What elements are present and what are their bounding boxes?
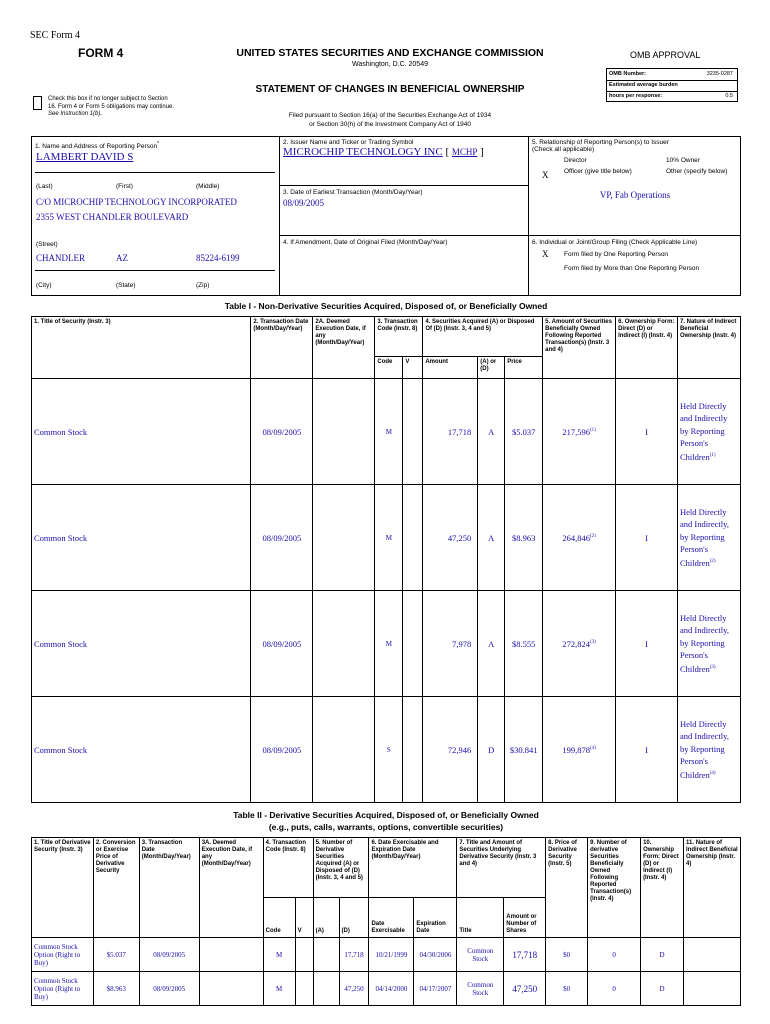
t1-nature-cell [677, 485, 740, 591]
t2-exercisable-cell: 04/14/2000 [369, 972, 414, 1006]
t1-code-cell: M [375, 591, 403, 697]
t1-owned-footnote: (4) [590, 745, 596, 751]
t1-price-cell: $8.555 [505, 591, 543, 697]
t1-aord-cell: D [478, 697, 505, 803]
t2-subheader-a: (A) [313, 898, 339, 938]
t1-nature-footnote: (3) [709, 664, 716, 670]
issuer-line: MICROCHIP TECHNOLOGY INC [ MCHP ] [283, 146, 484, 158]
t2-header-owned: 9. Number of derivative Securities Beneficially Owned Following Reported Transaction(s) (Instr. 4) [588, 838, 641, 938]
first-label: (First) [116, 183, 133, 190]
last-label: (Last) [36, 183, 53, 190]
address-line-2: 2355 WEST CHANDLER BOULEVARD [36, 212, 189, 222]
t1-owned-value: 199,878 [562, 744, 590, 755]
table1-row [32, 697, 741, 803]
t2-nature-cell [684, 972, 741, 1006]
t1-amount-cell: 17,718 [423, 379, 478, 485]
omb-number-value: 3235-0287 [706, 71, 733, 77]
t1-deemed-cell [313, 485, 375, 591]
table1-row [32, 379, 741, 485]
t1-form-cell: I [616, 379, 678, 485]
t1-price-cell: $8.963 [505, 485, 543, 591]
t2-code-cell: M [263, 972, 295, 1006]
t2-underlying-amount-cell: 17,718 [504, 938, 546, 972]
t2-owned-cell: 0 [588, 938, 641, 972]
t2-underlying-amount-cell: 47,250 [504, 972, 546, 1006]
t1-owned-value: 217,596 [562, 426, 590, 437]
statement-title: STATEMENT OF CHANGES IN BENEFICIAL OWNERSHIP [255, 84, 525, 95]
t1-subheader-aord: (A) or (D) [478, 357, 505, 379]
t2-a-cell [313, 972, 339, 1006]
t2-header-price: 2. Conversion or Exercise Price of Derivative Security [93, 838, 139, 938]
issuer-name-link[interactable]: MICROCHIP TECHNOLOGY INC [283, 146, 443, 158]
t1-header-deemed: 2A. Deemed Execution Date, if any (Month/Day/Year) [313, 317, 375, 379]
t2-title-cell: Common Stock Option (Right to Buy) [32, 938, 94, 972]
t1-amount-cell: 72,946 [423, 697, 478, 803]
t2-d-cell: 17,718 [339, 938, 369, 972]
t2-v-cell [295, 938, 313, 972]
t1-title-cell: Common Stock [32, 697, 251, 803]
t2-deemed-cell [199, 938, 263, 972]
t2-nature-cell [684, 938, 741, 972]
checkbox-instructions: Check this box if no longer subject to Section 16. Form 4 or Form 5 obligations may continue. See Instruction 1(b). [48, 96, 175, 117]
t1-nature-footnote: (2) [709, 558, 716, 564]
omb-number-label: OMB Number: [609, 71, 646, 77]
t1-nature-cell [677, 697, 740, 803]
t2-underlying-title-cell: Common Stock [457, 938, 504, 972]
t2-subheader-title: Title [457, 898, 504, 938]
omb-hours-value: 0.5 [725, 93, 733, 99]
t2-deemed-cell [199, 972, 263, 1006]
t1-nature-footnote: (4) [709, 770, 716, 776]
t1-subheader-price: Price [505, 357, 543, 379]
t1-code-cell: S [375, 697, 403, 803]
t2-subheader-d: (D) [339, 898, 369, 938]
form-title: FORM 4 [78, 46, 124, 60]
sec-form-label: SEC Form 4 [30, 30, 81, 41]
t1-title-cell: Common Stock [32, 485, 251, 591]
t2-price-cell: $8.963 [93, 972, 139, 1006]
table1-title: Table I - Non-Derivative Securities Acquired, Disposed of, or Beneficially Owned [224, 301, 548, 311]
t2-header-underlying: 7. Title and Amount of Securities Underlying Derivative Security (Instr. 3 and 4) [457, 838, 546, 898]
t2-header-date: 3. Transaction Date (Month/Day/Year) [139, 838, 199, 938]
t2-date-cell: 08/09/2005 [139, 938, 199, 972]
t1-amount-cell: 7,978 [423, 591, 478, 697]
t2-header-form: 10. Ownership Form: Direct (D) or Indirect (I) (Instr. 4) [641, 838, 684, 938]
t1-owned-cell [543, 591, 616, 697]
t2-header-exercisable: 6. Date Exercisable and Expiration Date (Month/Day/Year) [369, 838, 457, 898]
t1-header-owned: 5. Amount of Securities Beneficially Owned Following Reported Transaction(s) (Instr. 3 and 4) [543, 317, 616, 379]
filing-label: 6. Individual or Joint/Group Filing (Check Applicable Line) [532, 239, 698, 246]
t2-owned-cell: 0 [588, 972, 641, 1006]
t1-owned-footnote: (3) [590, 639, 596, 645]
t2-d-cell: 47,250 [339, 972, 369, 1006]
table1-row [32, 485, 741, 591]
t2-header-deemed: 3A. Deemed Execution Date, if any (Month/Day/Year) [199, 838, 263, 938]
t2-form-cell: D [641, 972, 684, 1006]
t2-header-number: 5. Number of Derivative Securities Acquired (A) or Disposed of (D) (Instr. 3, 4 and 5) [313, 838, 369, 898]
t1-code-cell: M [375, 485, 403, 591]
omb-box [606, 68, 738, 102]
t2-header-title: 1. Title of Derivative Security (Instr. 3) [32, 838, 94, 938]
t1-header-title: 1. Title of Security (Instr. 3) [32, 317, 251, 379]
t1-deemed-cell [313, 379, 375, 485]
t1-code-cell: M [375, 379, 403, 485]
t1-v-cell [403, 591, 423, 697]
t2-subheader-date-ex: Date Exercisable [369, 898, 414, 938]
table1 [31, 316, 741, 803]
filing-more-label: Form filed by More than One Reporting Person [564, 265, 700, 272]
earliest-date-value: 08/09/2005 [283, 198, 325, 208]
t2-subheader-v: V [295, 898, 313, 938]
ten-pct-owner-label: 10% Owner [666, 157, 700, 164]
t1-subheader-v: V [403, 357, 423, 379]
t1-owned-footnote: (1) [590, 427, 596, 433]
t1-subheader-amount: Amount [423, 357, 478, 379]
t1-owned-cell [543, 697, 616, 803]
table2-title-1: Table II - Derivative Securities Acquired, Disposed of, or Beneficially Owned [233, 810, 539, 820]
t1-deemed-cell [313, 697, 375, 803]
t1-date-cell: 08/09/2005 [251, 485, 313, 591]
t1-amount-cell: 47,250 [423, 485, 478, 591]
t2-expiration-cell: 04/17/2007 [414, 972, 457, 1006]
t2-title-cell: Common Stock Option (Right to Buy) [32, 972, 94, 1006]
t2-exercisable-cell: 10/21/1999 [369, 938, 414, 972]
no-longer-subject-checkbox[interactable] [33, 96, 42, 110]
t1-header-code: 3. Transaction Code (Instr. 8) [375, 317, 423, 357]
officer-label: Officer (give title below) [564, 168, 632, 175]
street-label: (Street) [36, 241, 58, 248]
t2-underlying-title-cell: Common Stock [457, 972, 504, 1006]
t1-price-cell: $5.037 [505, 379, 543, 485]
t2-subheader-amount: Amount or Number of Shares [504, 898, 546, 938]
t2-expiration-cell: 04/30/2006 [414, 938, 457, 972]
t2-subheader-exp: Expiration Date [414, 898, 457, 938]
t1-nature-cell [677, 591, 740, 697]
t1-deemed-cell [313, 591, 375, 697]
omb-hours-label: hours per response: [609, 93, 663, 99]
table2-row [32, 938, 741, 972]
t1-v-cell [403, 379, 423, 485]
table2 [31, 837, 741, 1006]
t1-nature-value: Held Directly and Indirectly by Reporting Person's Children [679, 400, 728, 462]
city-label: (City) [36, 282, 52, 289]
t1-owned-cell [543, 379, 616, 485]
t1-nature-value: Held Directly and Indirectly, by Reporting Person's Children [679, 612, 729, 674]
t1-title-cell: Common Stock [32, 591, 251, 697]
t2-code-cell: M [263, 938, 295, 972]
agency-title: UNITED STATES SECURITIES AND EXCHANGE COMMISSION [236, 47, 544, 59]
state-label: (State) [116, 282, 136, 289]
t2-subheader-code: Code [263, 898, 295, 938]
t1-owned-value: 264,846 [562, 532, 590, 543]
t1-date-cell: 08/09/2005 [251, 697, 313, 803]
officer-title-value: VP, Fab Operations [599, 190, 671, 200]
other-label: Other (specify below) [666, 168, 728, 175]
t2-v-cell [295, 972, 313, 1006]
address-line-1: C/O MICROCHIP TECHNOLOGY INCORPORATED [36, 197, 237, 207]
t1-header-form: 6. Ownership Form: Direct (D) or Indirect (I) (Instr. 4) [616, 317, 678, 379]
t1-owned-value: 272,824 [562, 638, 590, 649]
relationship-label-2: (Check all applicable) [532, 146, 595, 153]
t2-dprice-cell: $0 [546, 938, 588, 972]
t2-a-cell [313, 938, 339, 972]
t1-header-nature: 7. Nature of Indirect Beneficial Ownership (Instr. 4) [677, 317, 740, 379]
t1-v-cell [403, 697, 423, 803]
t1-owned-cell [543, 485, 616, 591]
middle-label: (Middle) [196, 183, 220, 190]
state-value: AZ [116, 253, 128, 263]
omb-burden-label: Estimated average burden [609, 82, 678, 88]
filed-pursuant-1: Filed pursuant to Section 16(a) of the Securities Exchange Act of 1934 [288, 112, 492, 119]
t2-header-nature: 11. Nature of Indirect Beneficial Ownership (Instr. 4) [684, 838, 741, 938]
t1-title-cell: Common Stock [32, 379, 251, 485]
t1-aord-cell: A [478, 591, 505, 697]
director-label: Director [564, 157, 587, 164]
reporting-person-name-link[interactable]: LAMBERT DAVID S [36, 151, 134, 163]
t2-dprice-cell: $0 [546, 972, 588, 1006]
omb-title: OMB APPROVAL [630, 50, 701, 60]
t1-aord-cell: A [478, 485, 505, 591]
t1-header-date: 2. Transaction Date (Month/Day/Year) [251, 317, 313, 379]
table2-row [32, 972, 741, 1006]
t1-form-cell: I [616, 697, 678, 803]
zip-label: (Zip) [196, 282, 210, 289]
city-value: CHANDLER [36, 253, 85, 263]
t1-owned-footnote: (2) [590, 533, 596, 539]
t2-form-cell: D [641, 938, 684, 972]
issuer-ticker-link[interactable]: MCHP [451, 147, 478, 157]
issuer-label: 2. Issuer Name and Ticker or Trading Symbol [283, 139, 414, 146]
zip-value: 85224-6199 [196, 253, 240, 263]
t1-nature-footnote: (1) [709, 452, 716, 458]
filing-checkmark: X [542, 249, 549, 259]
table1-row [32, 591, 741, 697]
t1-form-cell: I [616, 485, 678, 591]
reporting-person-label: 1. Name and Address of Reporting Person* [35, 141, 160, 151]
t1-nature-value: Held Directly and Indirectly, by Reporting Person's Children [679, 718, 729, 780]
earliest-date-label: 3. Date of Earliest Transaction (Month/Day/Year) [283, 189, 423, 196]
filed-pursuant-2: or Section 30(h) of the Investment Company Act of 1940 [309, 121, 471, 128]
t1-date-cell: 08/09/2005 [251, 591, 313, 697]
amendment-label: 4. If Amendment, Date of Original Filed (Month/Day/Year) [283, 239, 448, 246]
t1-form-cell: I [616, 591, 678, 697]
agency-location: Washington, D.C. 20549 [351, 61, 428, 68]
t1-date-cell: 08/09/2005 [251, 379, 313, 485]
table2-title-2: (e.g., puts, calls, warrants, options, convertible securities) [268, 822, 504, 832]
relationship-label-1: 5. Relationship of Reporting Person(s) to Issuer [532, 139, 669, 146]
t1-nature-value: Held Directly and Indirectly, by Reporting Person's Children [679, 506, 729, 568]
officer-checkmark: X [542, 170, 549, 180]
t2-price-cell: $5.037 [93, 938, 139, 972]
t1-subheader-code: Code [375, 357, 403, 379]
t1-price-cell: $30.841 [505, 697, 543, 803]
t1-nature-cell [677, 379, 740, 485]
t2-date-cell: 08/09/2005 [139, 972, 199, 1006]
t1-v-cell [403, 485, 423, 591]
t2-header-code: 4. Transaction Code (Instr. 8) [263, 838, 313, 898]
t1-aord-cell: A [478, 379, 505, 485]
t2-header-dprice: 8. Price of Derivative Security (Instr. 5) [546, 838, 588, 938]
t1-header-acquired: 4. Securities Acquired (A) or Disposed Of (D) (Instr. 3, 4 and 5) [423, 317, 543, 357]
filing-one-label: Form filed by One Reporting Person [564, 251, 669, 258]
